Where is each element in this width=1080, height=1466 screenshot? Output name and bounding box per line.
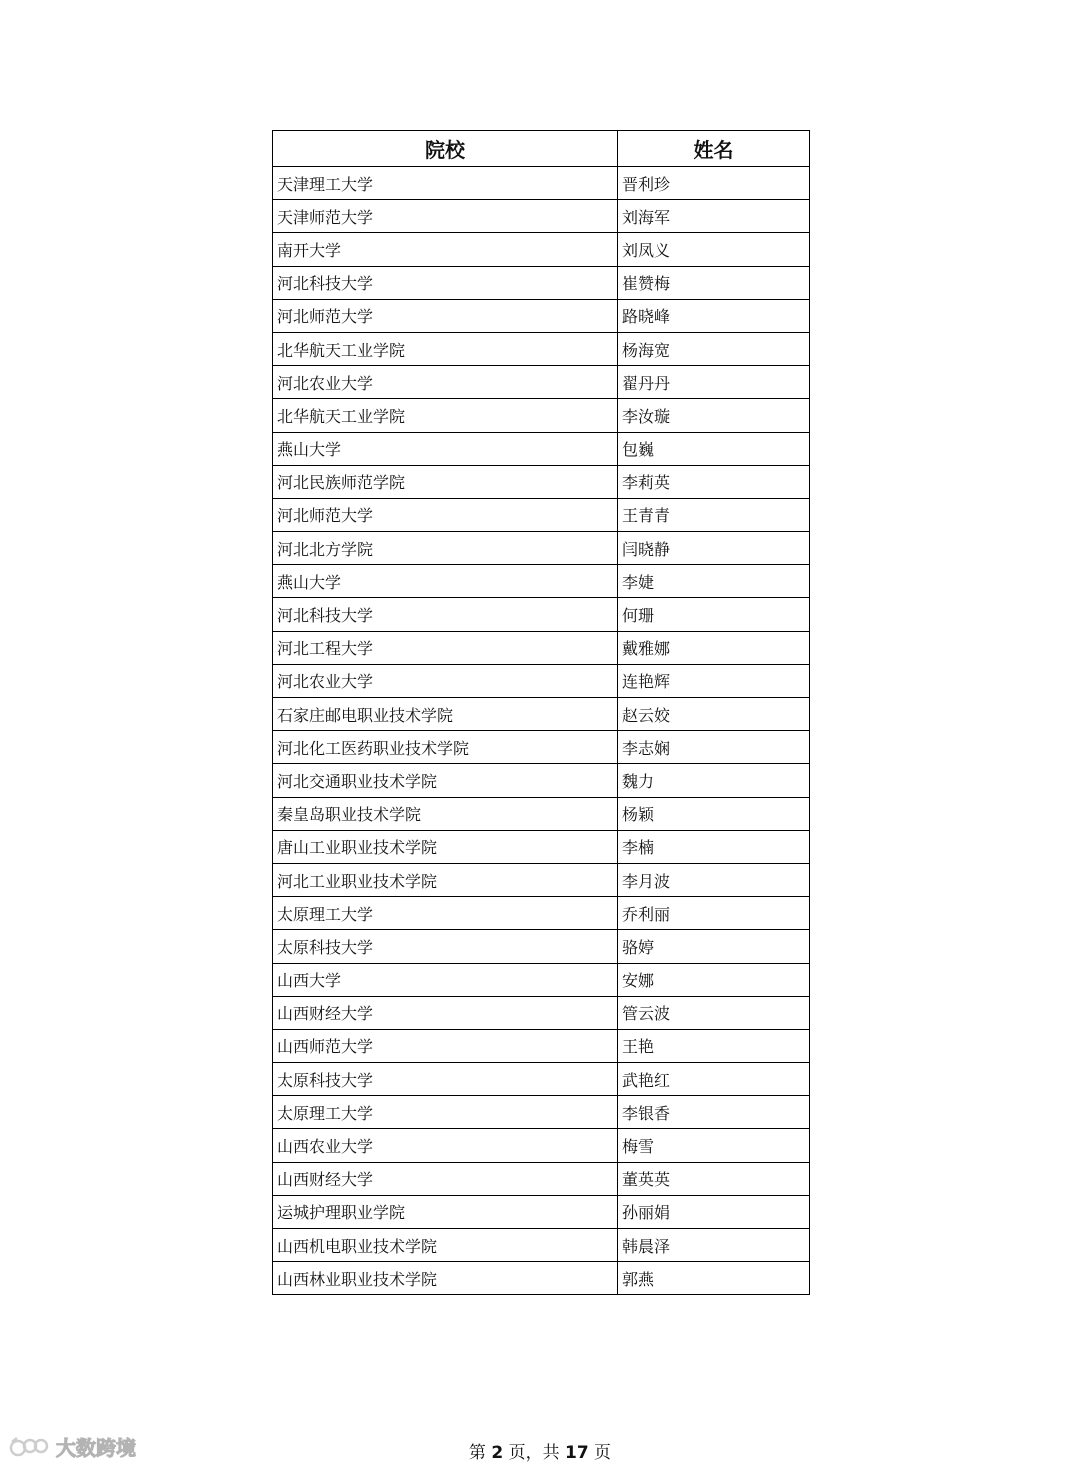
school-name-table bbox=[272, 130, 810, 1295]
school-cell: 秦皇岛职业技术学院 bbox=[273, 797, 618, 830]
name-cell: 魏力 bbox=[618, 764, 810, 797]
table-row bbox=[273, 598, 810, 631]
school-cell: 河北师范大学 bbox=[273, 498, 618, 531]
school-cell: 山西机电职业技术学院 bbox=[273, 1229, 618, 1262]
school-cell: 北华航天工业学院 bbox=[273, 399, 618, 432]
table-body bbox=[273, 167, 810, 1295]
school-cell: 河北科技大学 bbox=[273, 598, 618, 631]
watermark bbox=[8, 1432, 136, 1461]
name-cell: 李汝璇 bbox=[618, 399, 810, 432]
school-cell: 河北科技大学 bbox=[273, 266, 618, 299]
school-cell: 太原理工大学 bbox=[273, 1096, 618, 1129]
name-cell: 杨海宽 bbox=[618, 332, 810, 365]
school-cell: 河北师范大学 bbox=[273, 299, 618, 332]
name-cell: 安娜 bbox=[618, 963, 810, 996]
school-cell: 山西财经大学 bbox=[273, 996, 618, 1029]
name-cell: 管云波 bbox=[618, 996, 810, 1029]
table-row bbox=[273, 863, 810, 896]
table-row bbox=[273, 432, 810, 465]
table-row bbox=[273, 332, 810, 365]
school-cell: 河北化工医药职业技术学院 bbox=[273, 731, 618, 764]
name-cell: 包巍 bbox=[618, 432, 810, 465]
table-row bbox=[273, 764, 810, 797]
table-row bbox=[273, 1162, 810, 1195]
name-cell: 骆婷 bbox=[618, 930, 810, 963]
name-cell: 杨颖 bbox=[618, 797, 810, 830]
table-row bbox=[273, 797, 810, 830]
table-row bbox=[273, 498, 810, 531]
school-cell: 河北工程大学 bbox=[273, 631, 618, 664]
name-cell: 李银香 bbox=[618, 1096, 810, 1129]
logo-icon bbox=[8, 1434, 52, 1460]
footer-prefix: 第 bbox=[468, 1443, 492, 1463]
table-row bbox=[273, 1262, 810, 1295]
name-cell: 刘海军 bbox=[618, 200, 810, 233]
school-cell: 太原科技大学 bbox=[273, 1063, 618, 1096]
name-cell: 王艳 bbox=[618, 1029, 810, 1062]
name-cell: 闫晓静 bbox=[618, 532, 810, 565]
total-page-count: 17 bbox=[564, 1443, 589, 1463]
table-row bbox=[273, 1096, 810, 1129]
name-cell: 武艳红 bbox=[618, 1063, 810, 1096]
school-cell: 太原理工大学 bbox=[273, 897, 618, 930]
school-cell: 南开大学 bbox=[273, 233, 618, 266]
school-cell: 河北农业大学 bbox=[273, 366, 618, 399]
name-cell: 翟丹丹 bbox=[618, 366, 810, 399]
name-cell: 晋利珍 bbox=[618, 167, 810, 200]
table-row bbox=[273, 996, 810, 1029]
school-cell: 山西农业大学 bbox=[273, 1129, 618, 1162]
name-cell: 赵云姣 bbox=[618, 698, 810, 731]
name-cell: 李月波 bbox=[618, 863, 810, 896]
name-cell: 李志娴 bbox=[618, 731, 810, 764]
table-row bbox=[273, 664, 810, 697]
table-row bbox=[273, 366, 810, 399]
name-cell: 连艳辉 bbox=[618, 664, 810, 697]
school-cell: 河北交通职业技术学院 bbox=[273, 764, 618, 797]
table-header-row bbox=[273, 131, 810, 167]
name-cell: 何珊 bbox=[618, 598, 810, 631]
table-row bbox=[273, 731, 810, 764]
table-row bbox=[273, 631, 810, 664]
school-cell: 燕山大学 bbox=[273, 432, 618, 465]
school-cell: 燕山大学 bbox=[273, 565, 618, 598]
table-row bbox=[273, 1029, 810, 1062]
school-cell: 天津师范大学 bbox=[273, 200, 618, 233]
table-row bbox=[273, 233, 810, 266]
table-row bbox=[273, 299, 810, 332]
school-cell: 山西大学 bbox=[273, 963, 618, 996]
page-footer bbox=[0, 1438, 1080, 1463]
name-cell: 郭燕 bbox=[618, 1262, 810, 1295]
header-school: 院校 bbox=[273, 131, 618, 167]
school-cell: 太原科技大学 bbox=[273, 930, 618, 963]
school-cell: 山西财经大学 bbox=[273, 1162, 618, 1195]
name-cell: 孙丽娟 bbox=[618, 1195, 810, 1228]
school-cell: 运城护理职业学院 bbox=[273, 1195, 618, 1228]
name-cell: 乔利丽 bbox=[618, 897, 810, 930]
school-cell: 石家庄邮电职业技术学院 bbox=[273, 698, 618, 731]
school-cell: 山西师范大学 bbox=[273, 1029, 618, 1062]
watermark-text: 大数跨境 bbox=[56, 1436, 136, 1460]
table-row bbox=[273, 1129, 810, 1162]
school-cell: 山西林业职业技术学院 bbox=[273, 1262, 618, 1295]
name-cell: 刘凤义 bbox=[618, 233, 810, 266]
table-row bbox=[273, 399, 810, 432]
name-cell: 崔赞梅 bbox=[618, 266, 810, 299]
table-row bbox=[273, 266, 810, 299]
footer-middle: 页，共 bbox=[503, 1443, 565, 1463]
name-cell: 董英英 bbox=[618, 1162, 810, 1195]
name-cell: 路晓峰 bbox=[618, 299, 810, 332]
header-name: 姓名 bbox=[618, 131, 810, 167]
table-row bbox=[273, 532, 810, 565]
table-row bbox=[273, 698, 810, 731]
table-row bbox=[273, 830, 810, 863]
name-cell: 李楠 bbox=[618, 830, 810, 863]
school-cell: 河北工业职业技术学院 bbox=[273, 863, 618, 896]
table-row bbox=[273, 1195, 810, 1228]
footer-suffix: 页 bbox=[588, 1443, 612, 1463]
school-cell: 河北农业大学 bbox=[273, 664, 618, 697]
school-cell: 河北民族师范学院 bbox=[273, 465, 618, 498]
table-row bbox=[273, 465, 810, 498]
table-row bbox=[273, 565, 810, 598]
table-row bbox=[273, 897, 810, 930]
table-row bbox=[273, 963, 810, 996]
table-row bbox=[273, 200, 810, 233]
school-cell: 北华航天工业学院 bbox=[273, 332, 618, 365]
document-table-container bbox=[272, 130, 809, 1295]
table-row bbox=[273, 167, 810, 200]
table-row bbox=[273, 1063, 810, 1096]
table-row bbox=[273, 930, 810, 963]
name-cell: 王青青 bbox=[618, 498, 810, 531]
name-cell: 戴雅娜 bbox=[618, 631, 810, 664]
name-cell: 韩晨泽 bbox=[618, 1229, 810, 1262]
school-cell: 河北北方学院 bbox=[273, 532, 618, 565]
name-cell: 梅雪 bbox=[618, 1129, 810, 1162]
name-cell: 李婕 bbox=[618, 565, 810, 598]
name-cell: 李莉英 bbox=[618, 465, 810, 498]
current-page-number: 2 bbox=[491, 1443, 504, 1463]
school-cell: 天津理工大学 bbox=[273, 167, 618, 200]
table-row bbox=[273, 1229, 810, 1262]
school-cell: 唐山工业职业技术学院 bbox=[273, 830, 618, 863]
